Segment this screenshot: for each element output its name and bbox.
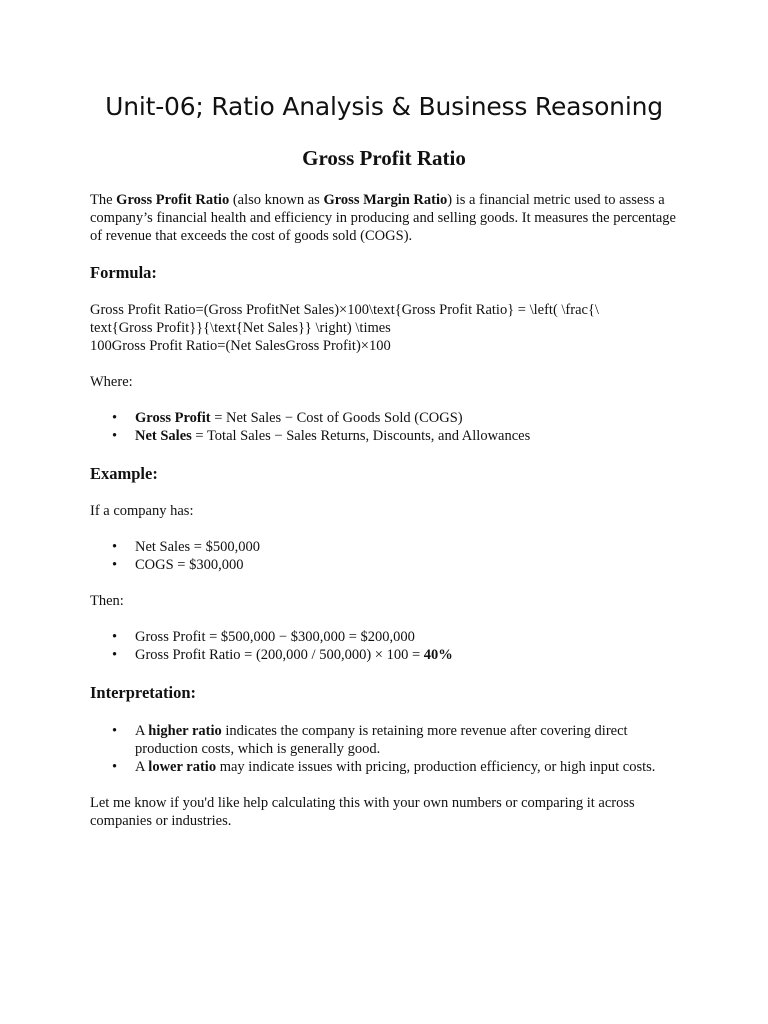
intro-paragraph: The Gross Profit Ratio (also known as Gross Margin Ratio) is a financial metric used to assess a company’s financial health and efficiency in producing and selling goods. It measures the percentage of revenue that exceeds the cost of goods sold (COGS). [90,192,676,244]
term-gross-margin-ratio: Gross Margin Ratio [323,192,448,208]
interpretation-heading: Interpretation: [90,683,197,702]
bullet-icon: • [112,647,118,663]
list-item: • A lower ratio may indicate issues with pricing, production efficiency, or high input costs. [112,759,656,775]
list-item: • A higher ratio indicates the company is retaining more revenue after covering direct production costs, which is generally good. [112,723,628,757]
result-list [90,628,690,664]
closing-paragraph: Let me know if you'd like help calculating this with your own numbers or comparing it across companies or industries. [90,795,635,829]
where-label: Where: [90,374,133,390]
unit-title: Unit-06; Ratio Analysis & Business Reasoning [105,92,663,121]
bullet-icon: • [112,629,118,645]
bullet-icon: • [112,557,118,573]
document-title: Gross Profit Ratio [302,146,466,170]
interpretation-list [90,722,690,776]
list-item: • Gross Profit = $500,000 − $300,000 = $200,000 [112,629,415,645]
list-item: • Gross Profit Ratio = (200,000 / 500,000) × 100 = 40% [112,647,453,663]
formula-line-1: Gross Profit Ratio=(Gross ProfitNet Sales)×100\text{Gross Profit Ratio} = \left( \frac{\ [90,302,599,318]
formula-line-2: text{Gross Profit}}{\text{Net Sales}} \right) \times [90,320,391,336]
bullet-icon: • [112,428,118,444]
result-value: 40% [423,647,453,663]
given-list [90,538,690,574]
bullet-icon: • [112,539,118,555]
list-item: • Net Sales = Total Sales − Sales Returns, Discounts, and Allowances [112,428,531,444]
document-body [90,191,690,830]
example-intro: If a company has: [90,503,194,519]
list-item: • COGS = $300,000 [112,557,244,573]
bullet-icon: • [112,759,118,775]
definition-list [90,409,690,445]
list-item: • Gross Profit = Net Sales − Cost of Goods Sold (COGS) [112,410,463,426]
bullet-icon: • [112,410,118,426]
formula-heading: Formula: [90,263,157,282]
bullet-icon: • [112,723,118,739]
term-gross-profit-ratio: Gross Profit Ratio [116,192,230,208]
formula-line-3: 100Gross Profit Ratio=(Net SalesGross Profit)×100 [90,338,391,354]
example-heading: Example: [90,464,158,483]
then-label: Then: [90,593,124,609]
list-item: • Net Sales = $500,000 [112,539,260,555]
